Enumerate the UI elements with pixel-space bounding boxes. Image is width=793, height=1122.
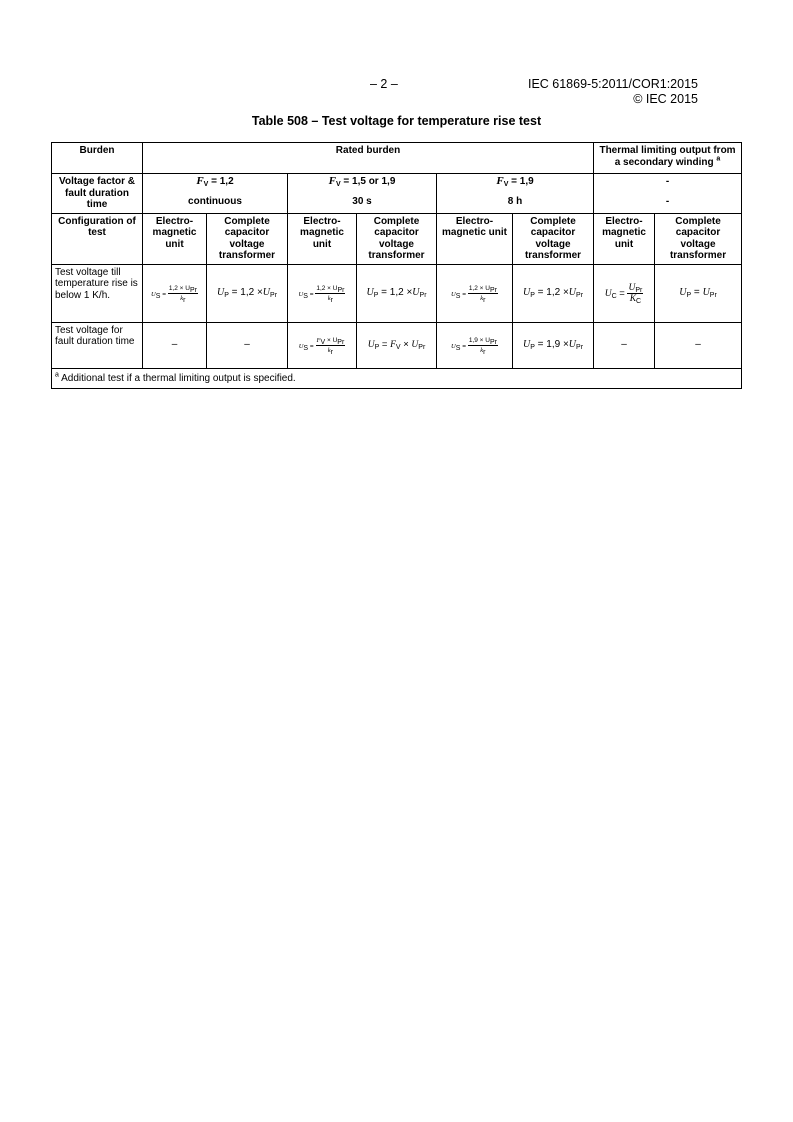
fault-duration-label: Test voltage for fault duration time	[52, 322, 143, 368]
config-em-3: Electro-magnetic unit	[437, 213, 513, 264]
temperature-rise-table	[51, 142, 742, 389]
voltage-factor-row	[52, 174, 742, 214]
row2-ccvt-3: $U_P = 1,9 \times U_{Pr}$	[513, 322, 594, 368]
rated-burden-header: Rated burden	[143, 143, 594, 174]
config-ccvt-3: Complete capacitor voltage transformer	[513, 213, 594, 264]
standard-header	[528, 77, 698, 107]
table-title: Table 508 – Test voltage for temperature rise test	[251, 114, 542, 128]
row1-ccvt-3: $U_P = 1,2 \times U_{Pr}$	[513, 264, 594, 322]
standard-id: IEC 61869-5:2011/COR1:2015	[527, 77, 698, 91]
test-voltage-label: Test voltage till temperature rise is below 1 K/h.	[52, 264, 143, 322]
row2-em-3: $U_S$ = $\frac{1,9 \times U_{Pr}}{k_r}$	[437, 322, 513, 368]
row1-ccvt-2: $U_P = 1,2 \times U_{Pr}$	[357, 264, 437, 322]
row1-em-4: $U_C$ = $\frac{U_{Pr}}{K_C}$	[594, 264, 655, 322]
footnote: $^a$ Additional test if a thermal limiting output is specified.	[52, 368, 742, 389]
fv-thermal: - -	[594, 174, 742, 214]
fault-duration-row	[52, 322, 742, 368]
row2-em-2: $U_S$ = $\frac{F_V \times U_{Pr}}{k_r}$	[288, 322, 357, 368]
row1-em-3: $U_S$ = $\frac{1,2 \times U_{Pr}}{k_r}$	[437, 264, 513, 322]
row1-em-2: $U_S$ = $\frac{1,2 \times U_{Pr}}{k_r}$	[288, 264, 357, 322]
row2-ccvt-1: –	[207, 322, 288, 368]
fv-group-3: $F_V = 1,9$ 8 h	[437, 174, 594, 214]
configuration-label: Configuration of test	[52, 213, 143, 264]
burden-header: Burden	[52, 143, 143, 174]
voltage-factor-label: Voltage factor & fault duration time	[52, 174, 143, 214]
config-ccvt-2: Complete capacitor voltage transformer	[357, 213, 437, 264]
header-row	[52, 143, 742, 174]
config-em-2: Electro-magnetic unit	[288, 213, 357, 264]
config-em-4: Electro-magnetic unit	[594, 213, 655, 264]
row2-em-4: –	[594, 322, 655, 368]
copyright: © IEC 2015	[633, 92, 698, 106]
row2-ccvt-2: $U_P = F_V \times U_{Pr}$	[357, 322, 437, 368]
config-ccvt-4: Complete capacitor voltage transformer	[655, 213, 742, 264]
configuration-row	[52, 213, 742, 264]
footnote-row	[52, 368, 742, 389]
config-ccvt-1: Complete capacitor voltage transformer	[207, 213, 288, 264]
config-em-1: Electro-magnetic unit	[143, 213, 207, 264]
thermal-header: Thermal limiting output from a secondary winding $^a$	[594, 143, 742, 174]
fv-group-2: $F_V = 1,5$ or 1,9 30 s	[288, 174, 437, 214]
row1-ccvt-1: $U_P = 1,2 \times U_{Pr}$	[207, 264, 288, 322]
row1-em-1: $U_S$ = $\frac{1,2 \times U_{Pr}}{k_r}$	[143, 264, 207, 322]
row2-em-1: –	[143, 322, 207, 368]
row2-ccvt-4: –	[655, 322, 742, 368]
row1-ccvt-4: $U_P = U_{Pr}$	[655, 264, 742, 322]
fv-group-1: $F_V = 1,2$ continuous	[143, 174, 288, 214]
page-number: – 2 –	[370, 77, 398, 91]
test-voltage-row	[52, 264, 742, 322]
